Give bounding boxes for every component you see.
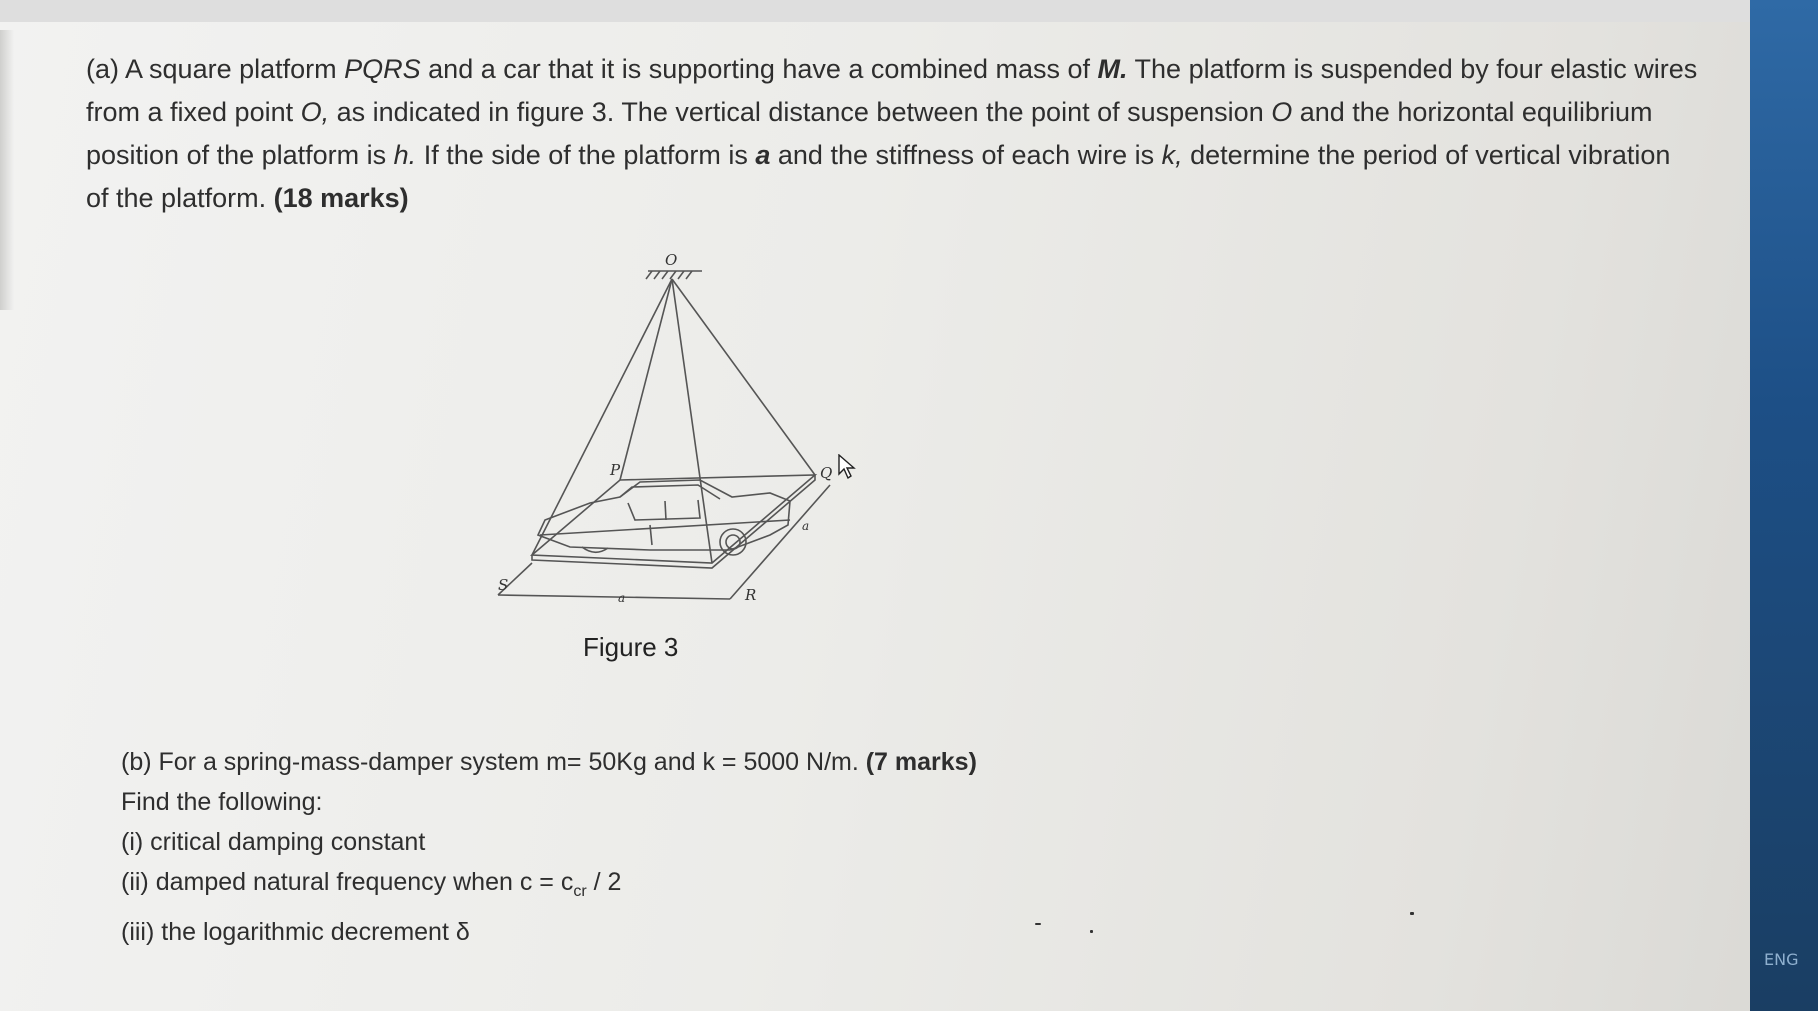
- part-a-line-2: from a fixed point O, as indicated in figure 3. The vertical distance between the point of suspension O and the horizontal equilibrium: [86, 97, 1653, 127]
- label-a-bottom: a: [618, 591, 626, 605]
- mouse-cursor-icon: [838, 454, 856, 485]
- car-rear-hub: [726, 535, 740, 549]
- speck: [1035, 923, 1041, 925]
- figure-3-diagram: [470, 235, 890, 615]
- part-b-item-1: (i) critical damping constant: [121, 828, 426, 856]
- part-b-line-1: (b) For a spring-mass-damper system m= 50Kg and k = 5000 N/m. (7 marks): [121, 748, 977, 776]
- wire-to-s: [532, 279, 672, 555]
- hatch-mark: [678, 271, 684, 279]
- top-bar: [0, 0, 1780, 22]
- marks-label: (18 marks): [273, 183, 409, 213]
- hatch-mark: [662, 271, 668, 279]
- marks-label: (7 marks): [865, 748, 977, 776]
- left-edge-shade: [0, 30, 14, 310]
- label-r: R: [745, 586, 757, 604]
- car-window: [628, 500, 700, 520]
- part-a-line-1: (a) A square platform PQRS and a car that it is supporting have a combined mass of M. The platform is suspended by four elastic wires: [86, 54, 1698, 84]
- hatch-mark: [654, 271, 660, 279]
- car-body: [538, 480, 790, 550]
- language-indicator[interactable]: ENG: [1764, 950, 1799, 969]
- speck: [1090, 930, 1093, 933]
- wire-to-r: [672, 279, 712, 563]
- hatch-mark: [686, 271, 692, 279]
- question-part-a: [86, 48, 1766, 220]
- dimension-line-bottom: [498, 595, 730, 599]
- hatch-mark: [670, 271, 676, 279]
- wire-to-p: [620, 279, 672, 480]
- speck: [1410, 912, 1414, 915]
- label-o: O: [665, 251, 678, 269]
- hatch-mark: [646, 271, 652, 279]
- part-a-line-4: of the platform. (18 marks): [86, 183, 409, 213]
- label-a-side: a: [802, 519, 810, 533]
- label-q: Q: [820, 464, 833, 482]
- car-roof: [620, 485, 720, 499]
- figure-caption: Figure 3: [583, 632, 679, 662]
- part-b-line-2: Find the following:: [121, 788, 323, 816]
- car-pillar: [665, 501, 666, 520]
- dimension-line-side: [730, 485, 830, 599]
- part-b-item-2: (ii) damped natural frequency when $c = c_{cr} / 2$: [121, 868, 622, 900]
- taskbar-edge: [1750, 0, 1818, 1011]
- platform-car-diagram: [470, 235, 890, 615]
- part-b-item-3: (iii) the logarithmic decrement δ: [121, 918, 470, 946]
- question-part-b: [121, 742, 1221, 952]
- label-p: P: [610, 461, 621, 479]
- wire-to-q: [672, 279, 815, 475]
- label-s: S: [498, 576, 509, 594]
- part-a-line-3: position of the platform is h. If the side of the platform is a and the stiffness of each wire is k, determine the period of vertical vibration: [86, 140, 1671, 170]
